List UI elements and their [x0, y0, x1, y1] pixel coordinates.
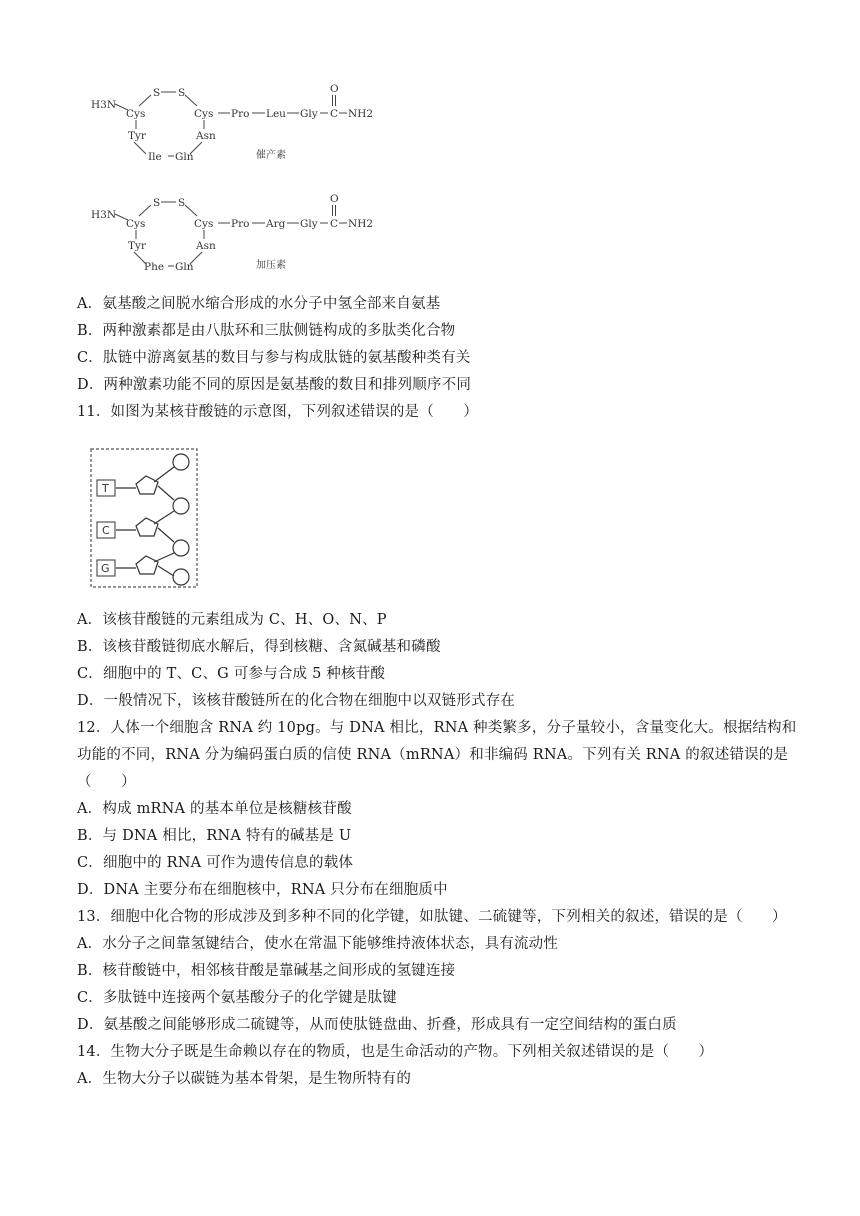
vasopressin-structure-figure [84, 190, 384, 280]
q10-option-d: D．两种激素功能不同的原因是氨基酸的数目和排列顺序不同 [77, 377, 472, 393]
q13-option-c: C．多肽链中连接两个氨基酸分子的化学键是肽键 [77, 990, 397, 1006]
amino-acid-label: Gln [175, 261, 194, 273]
amino-acid-label: Asn [196, 130, 216, 142]
amino-acid-label: Leu [266, 108, 286, 120]
base-label-t: T [102, 482, 109, 495]
q12-stem-line-3: （ ） [77, 774, 136, 790]
amino-acid-label: Ile [148, 151, 162, 163]
q11-option-d: D．一般情况下，该核苷酸链所在的化合物在细胞中以双链形式存在 [77, 693, 516, 709]
q13-option-a: A．水分子之间靠氢键结合，使水在常温下能够维持液体状态，具有流动性 [77, 936, 559, 952]
q13-stem: 13．细胞中化合物的形成涉及到多种不同的化学键，如肽键、二硫键等，下列相关的叙述，错误的是（ ） [77, 909, 787, 925]
amino-acid-label: Asn [196, 240, 216, 252]
figure-caption: 加压素 [256, 260, 286, 271]
amino-acid-label: Phe [144, 261, 165, 273]
amino-acid-label: Cys [194, 108, 214, 120]
amino-acid-label: Pro [231, 218, 250, 230]
sulfur-label: S [153, 87, 161, 99]
amino-acid-label: Cys [126, 218, 146, 230]
n-terminus-label: H3N [91, 99, 117, 111]
q14-option-a: A．生物大分子以碳链为基本骨架，是生物所特有的 [77, 1071, 412, 1087]
q12-option-d: D．DNA 主要分布在细胞核中，RNA 只分布在细胞质中 [77, 882, 448, 898]
amino-acid-label: Cys [126, 108, 146, 120]
q12-option-c: C．细胞中的 RNA 可作为遗传信息的载体 [77, 855, 354, 871]
oxygen-label: O [330, 83, 339, 95]
amino-acid-label: Gly [300, 108, 318, 120]
figure-caption: 催产素 [256, 150, 286, 161]
q11-stem: 11．如图为某核苷酸链的示意图，下列叙述错误的是（ ） [77, 404, 479, 420]
q11-option-a: A．该核苷酸链的元素组成为 C、H、O、N、P [77, 612, 387, 628]
q14-stem: 14．生物大分子既是生命赖以存在的物质，也是生命活动的产物。下列相关叙述错误的是（ ） [77, 1044, 714, 1060]
amino-acid-label: Gln [175, 151, 194, 163]
oxygen-label: O [330, 193, 339, 205]
q12-option-a: A．构成 mRNA 的基本单位是核糖核苷酸 [77, 801, 352, 817]
amino-acid-label: Gly [300, 218, 318, 230]
q10-option-b: B．两种激素都是由八肽环和三肽侧链构成的多肽类化合物 [77, 323, 456, 339]
q13-option-d: D．氨基酸之间能够形成二硫键等，从而使肽链盘曲、折叠，形成具有一定空间结构的蛋白质 [77, 1017, 677, 1033]
q10-option-a: A．氨基酸之间脱水缩合形成的水分子中氢全部来自氨基 [77, 296, 441, 312]
base-label-g: G [101, 562, 110, 575]
q11-option-b: B．该核苷酸链彻底水解后，得到核糖、含氮碱基和磷酸 [77, 639, 441, 655]
sulfur-label: S [153, 197, 161, 209]
q11-option-c: C．细胞中的 T、C、G 可参与合成 5 种核苷酸 [77, 666, 386, 682]
amino-acid-label: Tyr [128, 130, 146, 142]
amino-acid-label: Arg [266, 218, 286, 230]
q10-option-c: C．肽链中游离氨基的数目与参与构成肽链的氨基酸种类有关 [77, 350, 471, 366]
amino-acid-label: Pro [231, 108, 250, 120]
q12-stem-line-1: 12．人体一个细胞含 RNA 约 10pg。与 DNA 相比，RNA 种类繁多，分子量较小，含量变化大。根据结构和 [77, 720, 797, 736]
amino-acid-label: Cys [194, 218, 214, 230]
amino-acid-label: Tyr [128, 240, 146, 252]
amide-label: NH2 [348, 108, 374, 120]
amide-label: NH2 [348, 218, 374, 230]
q12-option-b: B．与 DNA 相比，RNA 特有的碱基是 U [77, 828, 352, 844]
carbon-label: C [330, 218, 339, 230]
q13-option-b: B．核苷酸链中，相邻核苷酸是靠碱基之间形成的氢键连接 [77, 963, 456, 979]
nucleotide-chain-figure [88, 446, 200, 590]
oxytocin-structure-figure [84, 80, 384, 180]
n-terminus-label: H3N [91, 209, 117, 221]
base-label-c: C [102, 524, 110, 537]
sulfur-label: S [178, 87, 186, 99]
sulfur-label: S [178, 197, 186, 209]
q12-stem-line-2: 功能的不同，RNA 分为编码蛋白质的信使 RNA（mRNA）和非编码 RNA。下列有关 RNA 的叙述错误的是 [77, 747, 789, 763]
carbon-label: C [330, 108, 339, 120]
